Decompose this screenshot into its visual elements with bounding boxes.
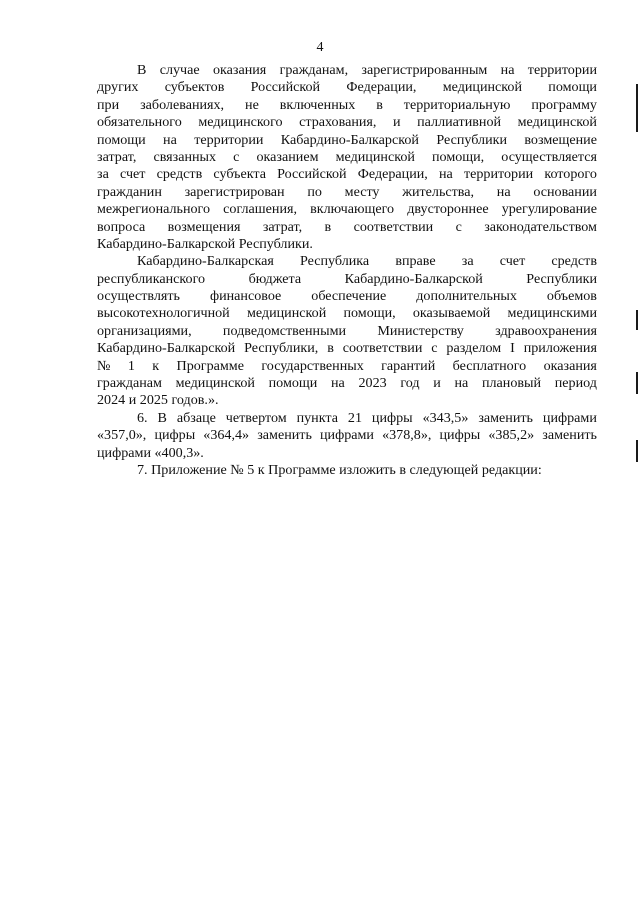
text-line bbox=[97, 392, 597, 409]
word: абзаце bbox=[176, 409, 216, 426]
word: медицинской bbox=[517, 114, 597, 131]
word: включенных bbox=[279, 96, 356, 113]
word: связанных bbox=[153, 148, 217, 165]
word: Кабардино-Балкарской bbox=[344, 270, 483, 287]
text-line bbox=[97, 79, 597, 96]
paragraph bbox=[97, 62, 597, 253]
word: на bbox=[163, 131, 177, 148]
word: оказанием bbox=[256, 148, 319, 165]
text-line bbox=[97, 253, 597, 270]
word: не bbox=[245, 96, 259, 113]
word: возмещения bbox=[167, 218, 241, 235]
word: зарегистрирован bbox=[184, 183, 285, 200]
word: Федерации, bbox=[357, 166, 428, 183]
word: с bbox=[431, 340, 438, 357]
word: 2023 bbox=[358, 375, 387, 392]
text-line bbox=[97, 358, 597, 375]
right-margin-mark bbox=[636, 84, 638, 132]
word: урегулирование bbox=[501, 201, 597, 218]
word: В bbox=[137, 62, 147, 78]
word: возмещение bbox=[524, 131, 597, 148]
word: случае bbox=[159, 62, 200, 78]
word: 2024 и 2025 годов.». bbox=[97, 392, 219, 409]
word: соглашения, bbox=[223, 201, 298, 218]
text-line bbox=[97, 62, 597, 79]
word: «343,5» bbox=[422, 409, 469, 426]
word: год bbox=[400, 375, 420, 392]
word: цифрами «400,3». bbox=[97, 444, 204, 461]
text-line bbox=[97, 132, 597, 149]
word: оказания bbox=[212, 62, 267, 78]
word: двустороннее bbox=[407, 201, 489, 218]
word: помощи, bbox=[432, 148, 485, 165]
word: подведомственными bbox=[222, 322, 347, 339]
word: территории bbox=[527, 62, 597, 78]
word: гражданин bbox=[97, 183, 162, 200]
word: на bbox=[454, 375, 469, 392]
word: цифрами bbox=[319, 427, 374, 444]
word: Программе bbox=[176, 357, 244, 374]
word: территории bbox=[463, 166, 534, 183]
word: финансовое bbox=[209, 288, 282, 305]
text-line bbox=[97, 184, 597, 201]
word: месту bbox=[344, 183, 380, 200]
word: субъектов bbox=[164, 79, 225, 96]
word: помощи bbox=[97, 131, 146, 148]
word: за bbox=[97, 166, 109, 183]
word: территории bbox=[194, 131, 264, 148]
word: помощи, bbox=[343, 305, 396, 322]
page-number: 4 bbox=[316, 40, 324, 55]
word: государственных bbox=[261, 357, 364, 374]
word: средств bbox=[551, 253, 597, 270]
word: гражданам, bbox=[279, 62, 349, 78]
right-margin-mark bbox=[636, 372, 638, 394]
text-line bbox=[97, 166, 597, 183]
word: страхования, bbox=[299, 114, 377, 131]
word: заменить bbox=[542, 427, 597, 444]
word: цифры bbox=[371, 409, 413, 426]
word: объемов bbox=[546, 288, 597, 305]
word: цифрами bbox=[542, 409, 597, 426]
word: обеспечение bbox=[311, 288, 387, 305]
word: 7. Приложение № 5 к Программе изложить в следующей редакции: bbox=[137, 461, 542, 478]
word: дополнительных bbox=[416, 288, 517, 305]
word: соответствии bbox=[342, 340, 423, 357]
text-line bbox=[97, 462, 597, 479]
word: «357,0», bbox=[97, 427, 147, 444]
word: «385,2» bbox=[488, 427, 535, 444]
word: к bbox=[152, 357, 160, 374]
word: за bbox=[461, 253, 474, 270]
word: Российской bbox=[250, 79, 321, 96]
word: 21 bbox=[347, 409, 362, 426]
word: здравоохранения bbox=[495, 322, 597, 339]
word: на bbox=[500, 62, 515, 78]
word: Российской bbox=[277, 166, 347, 183]
text-line bbox=[97, 323, 597, 340]
word: медицинской bbox=[246, 305, 327, 322]
text-line bbox=[97, 201, 597, 218]
word: плановый bbox=[481, 375, 542, 392]
word: «378,8», bbox=[382, 427, 432, 444]
word: оказания bbox=[543, 357, 597, 374]
word: соответствии bbox=[353, 218, 434, 235]
text-line bbox=[97, 271, 597, 288]
word: жительства, bbox=[402, 183, 475, 200]
word: обязательного bbox=[97, 114, 182, 131]
document-body bbox=[97, 62, 597, 479]
word: цифры bbox=[154, 427, 196, 444]
word: межрегионального bbox=[97, 201, 211, 218]
word: на bbox=[438, 166, 453, 183]
text-line bbox=[97, 114, 597, 131]
word: высокотехнологичной bbox=[97, 305, 230, 322]
word: В bbox=[157, 409, 167, 426]
word: при bbox=[97, 96, 120, 113]
word: включающего bbox=[310, 201, 395, 218]
word: и bbox=[393, 114, 401, 131]
text-line bbox=[97, 410, 597, 427]
word: Республики bbox=[436, 131, 508, 148]
word: счет bbox=[119, 166, 146, 183]
word: в bbox=[324, 218, 332, 235]
text-line bbox=[97, 340, 597, 357]
text-line bbox=[97, 305, 597, 322]
word: медицинской bbox=[442, 79, 523, 96]
word: и bbox=[433, 375, 441, 392]
word: основании bbox=[533, 183, 597, 200]
word: на bbox=[496, 183, 511, 200]
word: осуществлять bbox=[97, 288, 180, 305]
word: гарантий bbox=[381, 357, 436, 374]
word: приложения bbox=[523, 340, 597, 357]
word: вопроса bbox=[97, 218, 146, 235]
word: заменить bbox=[257, 427, 312, 444]
text-line bbox=[97, 97, 597, 114]
word: счет bbox=[499, 253, 526, 270]
text-line bbox=[97, 445, 597, 462]
word: Кабардино-Балкарской bbox=[97, 340, 236, 357]
text-line bbox=[97, 219, 597, 236]
word: Министерству bbox=[377, 322, 464, 339]
paragraph bbox=[97, 253, 597, 410]
right-margin-mark bbox=[636, 440, 638, 462]
word: заменить bbox=[478, 409, 533, 426]
word: помощи bbox=[268, 375, 318, 392]
word: I bbox=[510, 340, 515, 357]
word: помощи bbox=[548, 79, 597, 96]
word: 1 bbox=[127, 357, 135, 374]
word: паллиативной bbox=[417, 114, 502, 131]
word: вправе bbox=[395, 253, 436, 270]
word: которого bbox=[544, 166, 597, 183]
word: затрат, bbox=[262, 218, 303, 235]
word: с bbox=[455, 218, 462, 235]
text-line bbox=[97, 149, 597, 166]
word: Республика bbox=[299, 253, 370, 270]
word: 6. bbox=[137, 409, 148, 426]
word: территориальную bbox=[403, 96, 511, 113]
word: гражданам bbox=[97, 375, 162, 392]
paragraph bbox=[97, 462, 597, 479]
word: программу bbox=[531, 96, 597, 113]
word: заболеваниях, bbox=[140, 96, 225, 113]
text-line bbox=[97, 288, 597, 305]
word: субъекта bbox=[213, 166, 266, 183]
word: в bbox=[376, 96, 383, 113]
word: Кабардино-Балкарской bbox=[280, 131, 419, 148]
word: цифры bbox=[439, 427, 481, 444]
word: бюджета bbox=[248, 270, 302, 287]
word: медицинской bbox=[335, 148, 415, 165]
paragraph bbox=[97, 410, 597, 462]
word: четвертом bbox=[225, 409, 287, 426]
word: затрат, bbox=[97, 148, 137, 165]
word: разделом bbox=[446, 340, 502, 357]
word: пункта bbox=[296, 409, 338, 426]
word: период bbox=[554, 375, 597, 392]
word: в bbox=[327, 340, 334, 357]
word: № bbox=[97, 357, 111, 374]
word: республиканского bbox=[97, 270, 206, 287]
text-line bbox=[97, 427, 597, 444]
word: на bbox=[330, 375, 345, 392]
word: «364,4» bbox=[203, 427, 250, 444]
word: по bbox=[307, 183, 322, 200]
word: Кабардино-Балкарской Республики. bbox=[97, 235, 313, 252]
word: бесплатного bbox=[452, 357, 527, 374]
word: зарегистрированным bbox=[361, 62, 488, 78]
text-line bbox=[97, 375, 597, 392]
right-margin-mark bbox=[636, 310, 638, 330]
word: медицинской bbox=[175, 375, 255, 392]
text-line bbox=[97, 236, 597, 253]
word: оказываемой bbox=[412, 305, 491, 322]
word: Республики bbox=[526, 270, 597, 287]
word: организациями, bbox=[97, 322, 192, 339]
word: Федерации, bbox=[346, 79, 417, 96]
word: осуществляется bbox=[501, 148, 597, 165]
word: медицинского bbox=[198, 114, 283, 131]
word: с bbox=[233, 148, 240, 165]
word: медицинскими bbox=[507, 305, 597, 322]
word: других bbox=[97, 79, 139, 96]
word: Кабардино-Балкарская bbox=[137, 253, 274, 270]
word: средств bbox=[156, 166, 203, 183]
word: законодательством bbox=[484, 218, 597, 235]
word: Республики, bbox=[244, 340, 319, 357]
